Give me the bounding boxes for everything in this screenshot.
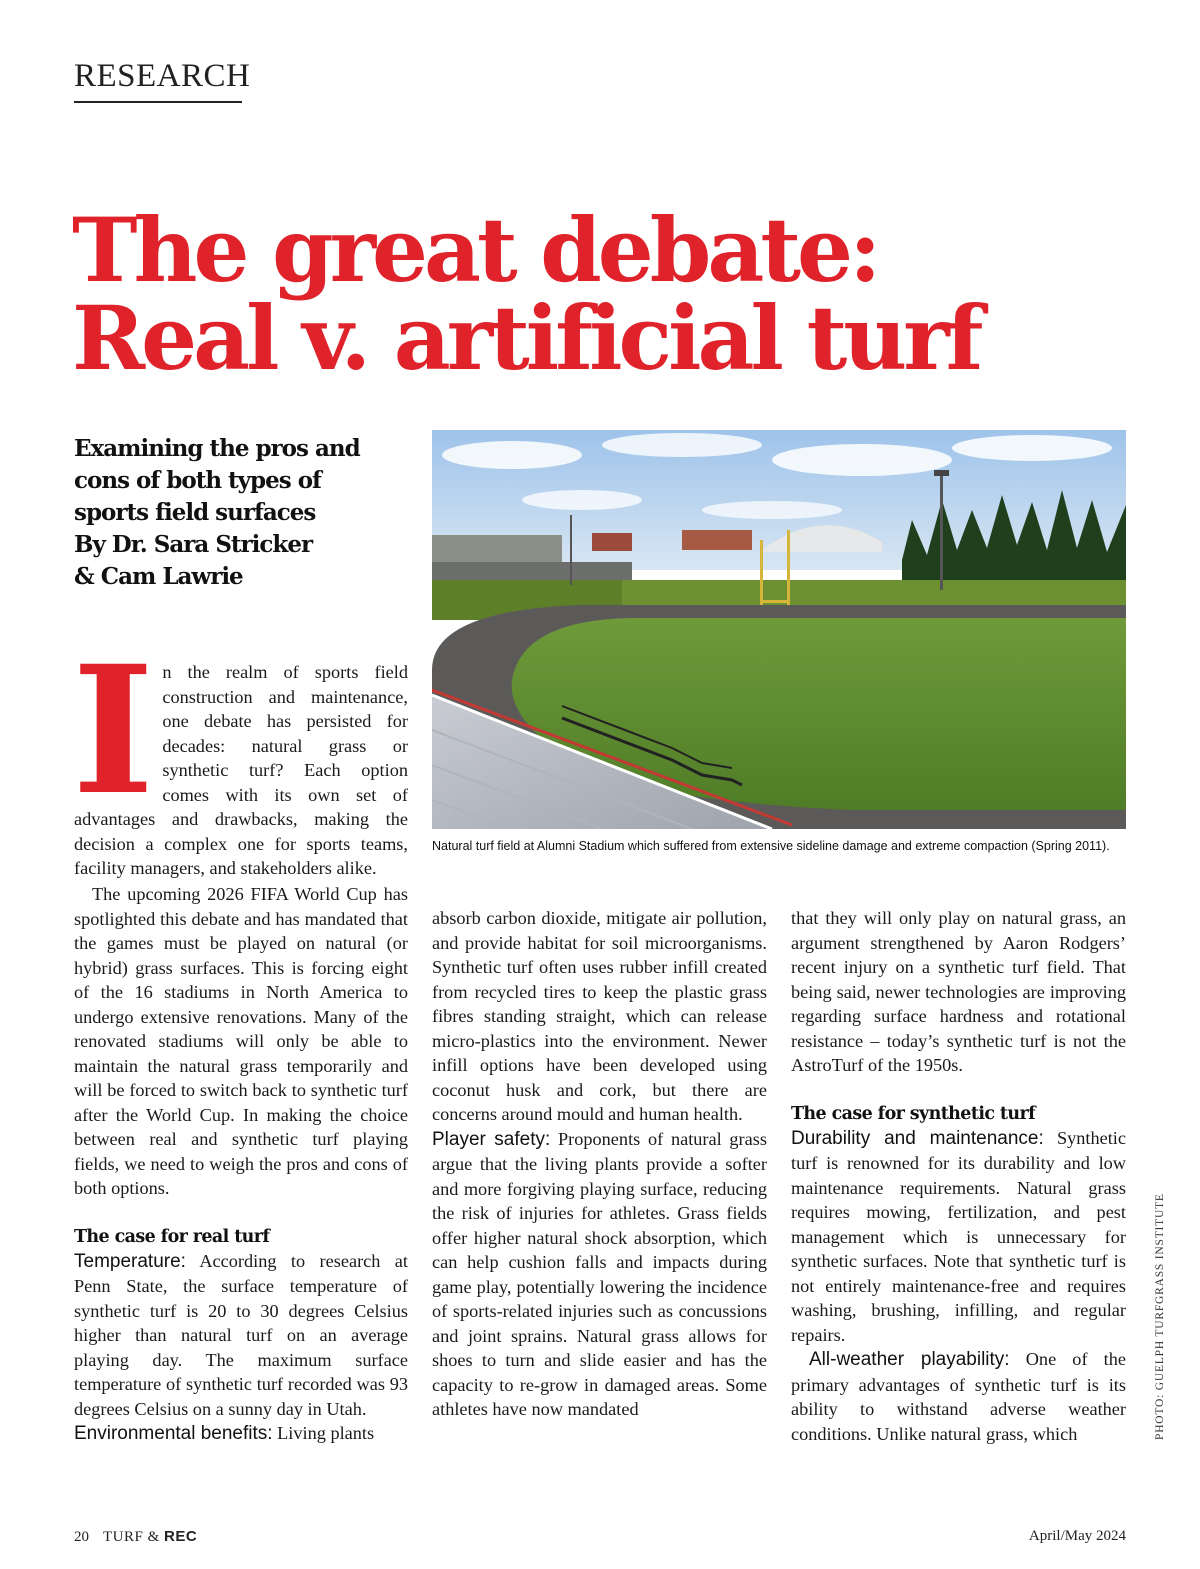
safety-paragraph (432, 1127, 767, 1422)
section-rule (74, 101, 242, 103)
issue-date: April/May 2024 (1028, 1528, 1126, 1544)
temperature-text: According to research at Penn State, the surface temperature of synthetic turf is 20 to 30 degrees Celsius higher than natural turf on an average playing day. The maximum surface temperature of synthetic turf recorded was 93 degrees Celsius on a sunny day in Utah. (74, 1250, 408, 1419)
headline-line-1: The great debate: (72, 198, 878, 302)
temperature-lead: Temperature: (74, 1250, 186, 1272)
footer-left (74, 1528, 197, 1546)
weather-text: One of the primary advantages of synthetic turf is its ability to withstand adverse weather conditions. Unlike natural grass, which (791, 1349, 1126, 1444)
photo-caption: Natural turf field at Alumni Stadium which suffered from extensive sideline damage and extreme compaction (Spring 2011). (432, 839, 1110, 853)
subhead-synthetic-turf: The case for synthetic turf (791, 1103, 1036, 1124)
environment-lead: Environmental benefits: (74, 1423, 273, 1444)
publication-name (103, 1529, 197, 1545)
headline (72, 198, 1152, 390)
weather-lead: All-weather playability: (809, 1349, 1010, 1370)
page-number: 20 (74, 1529, 89, 1545)
environment-continued: absorb carbon dioxide, mitigate air pollution, and provide habitat for soil microorganisms. Synthetic turf often uses rubber infill created from recycled tires to keep the plastic grass fibres standing straight, which can release micro-plastics into the environment. Newer infill options have been developed using coconut husk and cork, but there are concerns around mould and human health. (432, 908, 767, 1124)
stadium-photo (432, 430, 1126, 829)
publication-prefix: TURF & (103, 1529, 165, 1545)
deck-line-2: cons of both types of (74, 467, 321, 494)
deck (74, 433, 404, 593)
deck-line-1: Examining the pros and (74, 435, 360, 462)
photo-credit: PHOTO: GUELPH TURFGRASS INSTITUTE (1154, 1193, 1166, 1440)
temperature-paragraph (74, 1249, 408, 1422)
column-1 (74, 882, 408, 1447)
intro-text: n the realm of sports field construction and maintenance, one debate has persisted for decades: natural grass or synthetic turf? Each option comes with its own set of advantages and drawbacks, making the decision a complex one for sports teams, facility managers, and stakeholders alike. (74, 662, 408, 878)
durability-lead: Durability and maintenance: (791, 1127, 1044, 1149)
byline-line-1: By Dr. Sara Stricker (74, 531, 313, 558)
body-paragraph-2: The upcoming 2026 FIFA World Cup has spotlighted this debate and has mandated that the games must be played on natural (or hybrid) grass surfaces. This is forcing eight of the 16 stadiums in North America to undergo extensive renovations. Many of the renovated stadiums will only be able to maintain the natural grass temporarily and will be forced to switch back to synthetic turf after the World Cup. In making the choice between real and synthetic turf playing fields, we need to weigh the pros and cons of both options. (74, 884, 408, 1198)
subhead-real-turf: The case for real turf (74, 1226, 270, 1247)
section-label: RESEARCH (74, 58, 251, 94)
headline-line-2: Real v. artificial turf (72, 286, 980, 390)
deck-line-3: sports field surfaces (74, 499, 316, 526)
weather-paragraph (791, 1347, 1126, 1446)
drop-cap: I (72, 627, 155, 834)
safety-continued: that they will only play on natural grass, an argument strengthened by Aaron Rodgers’ recent injury on a synthetic turf field. That being said, newer technologies are improving regarding surface hardness and rotational resistance – today’s synthetic turf is not the AstroTurf of the 1950s. (791, 908, 1126, 1075)
environment-text-start: Living plants (272, 1423, 375, 1443)
safety-text-start: Proponents of natural grass argue that the living plants provide a softer and more forgiving playing surface, reducing the risk of injuries for athletes. Grass fields offer higher natural shock absorption, which can help cushion falls and impacts during game play, potentially lowering the incidence of sports-related injuries such as concussions and joint sprains. Natural grass allows for shoes to turn and slide easier and has the capacity to re-grow in damaged areas. Some athletes have now mandated (432, 1128, 767, 1419)
publication-suffix: REC (164, 1528, 198, 1545)
durability-paragraph (791, 1126, 1126, 1348)
safety-lead: Player safety: (432, 1128, 551, 1150)
environment-paragraph-start (74, 1421, 408, 1447)
column-2 (432, 906, 767, 1422)
intro-paragraph (72, 627, 408, 881)
column-3 (791, 906, 1126, 1446)
byline-line-2: & Cam Lawrie (74, 563, 243, 590)
durability-text: Synthetic turf is renowned for its durability and low maintenance requirements. Natural grass requires mowing, fertilization, and pest management which is unnecessary for synthetic surfaces. Note that synthetic turf is not entirely maintenance-free and requires washing, brushing, infilling, and regular repairs. (791, 1127, 1127, 1345)
